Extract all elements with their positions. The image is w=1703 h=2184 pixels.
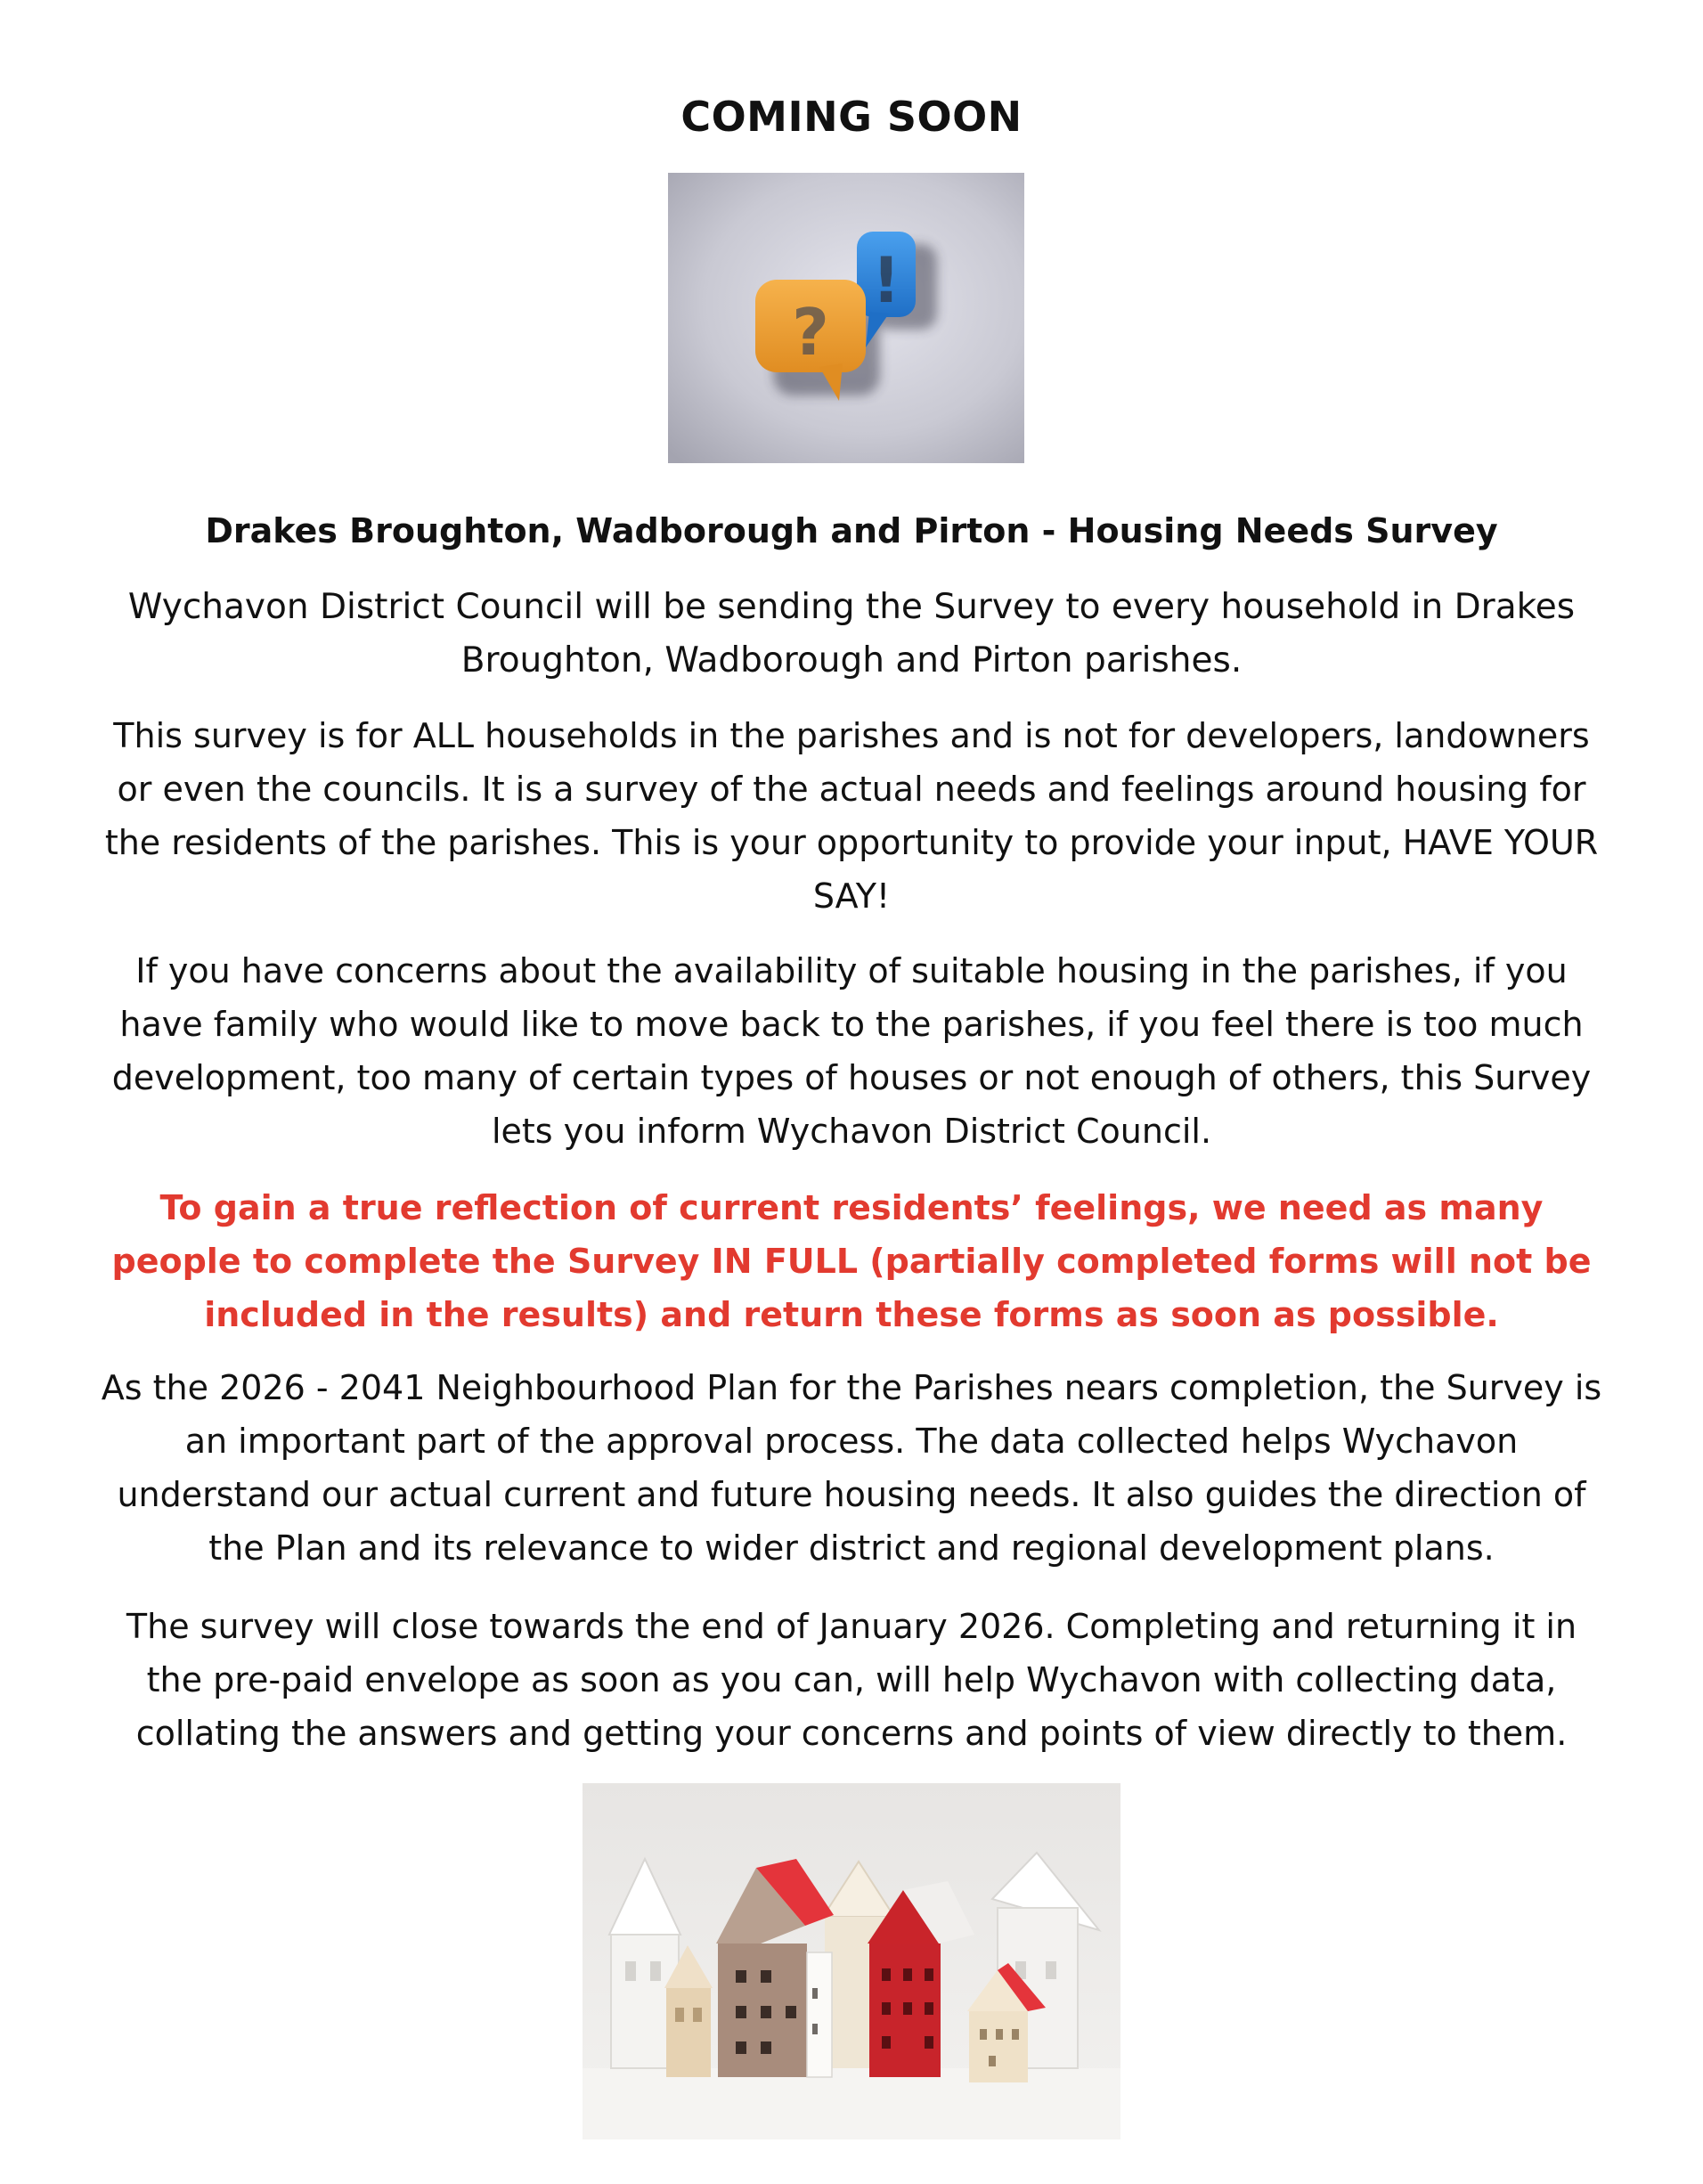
- paragraph-intro: Wychavon District Council will be sending the Survey to every household in Drakes Broughton, Wadborough and Pirton parishes.: [127, 587, 1576, 680]
- speech-bubbles-image: [668, 173, 1024, 463]
- paragraph-closing-date: The survey will close towards the end of January 2026. Completing and returning it in the pre-paid envelope as soon as you can, will help Wychavon with collecting data, collating the answers and getting your concerns and points of view directly to them.: [126, 1607, 1577, 1753]
- svg-text:?: ?: [792, 295, 829, 370]
- svg-text:!: !: [872, 244, 900, 317]
- survey-title: Drakes Broughton, Wadborough and Pirton - Housing Needs Survey: [205, 511, 1498, 550]
- paragraph-neighbourhood-plan: As the 2026 - 2041 Neighbourhood Plan for the Parishes nears completion, the Survey is an important part of the approval process. The data collected helps Wychavon understand our actual current and future housing needs. It also guides the direction of the Plan and its relevance to wider district and regional development plans.: [101, 1368, 1602, 1568]
- paper-houses-icon: [583, 1783, 1120, 2139]
- houses-image: [583, 1783, 1120, 2139]
- paragraph-concerns: If you have concerns about the availability of suitable housing in the parishes, if you have family who would like to move back to the parishes, if you feel there is too much development, too many of certain types of houses or not enough of others, this Survey lets you inform Wychavon District Council.: [111, 951, 1592, 1151]
- page-title: COMING SOON: [680, 93, 1023, 141]
- speech-bubbles-illustration: [668, 173, 1024, 463]
- paragraph-audience: This survey is for ALL households in the parishes and is not for developers, landowners or even the councils. It is a survey of the actual needs and feelings around housing for the residents of the parishes. This is your opportunity to provide your input, HAVE YOUR SAY!: [104, 716, 1599, 916]
- paragraph-highlight: To gain a true reflection of current residents’ feelings, we need as many people to complete the Survey IN FULL (partially completed forms will not be included in the results) and return these forms as soon as possible.: [111, 1188, 1592, 1334]
